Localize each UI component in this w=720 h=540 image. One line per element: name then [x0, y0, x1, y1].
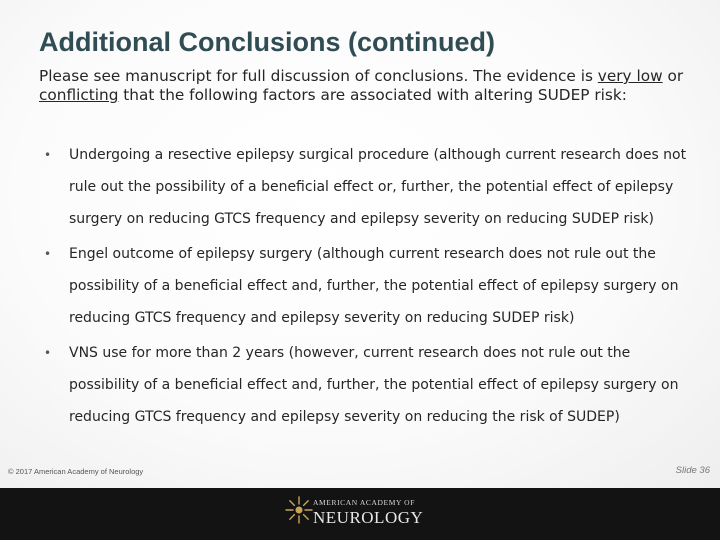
bullet-dot-icon: • [44, 346, 52, 360]
logo-line-1: AMERICAN ACADEMY OF [313, 498, 415, 507]
intro-underline-very-low: very low [597, 67, 663, 85]
intro-underline-conflicting: conflicting [39, 86, 119, 104]
aan-logo [282, 493, 452, 537]
bullet-item [39, 337, 689, 433]
slide-title: Additional Conclusions (continued) [39, 27, 495, 57]
intro-text-1: Please see manuscript for full discussion of conclusions. The evidence is [39, 67, 598, 85]
bullet-list [39, 139, 689, 436]
copyright-footer: © 2017 American Academy of Neurology [8, 467, 144, 476]
starburst-icon [284, 495, 314, 525]
bullet-item [39, 238, 689, 334]
bullet-dot-icon: • [44, 148, 52, 162]
logo-line-2: NEUROLOGY [313, 508, 424, 527]
bullet-item [39, 139, 689, 235]
slide-number: Slide 36 [675, 465, 710, 476]
intro-text-3: that the following factors are associated with altering SUDEP risk: [118, 86, 627, 104]
bullet-dot-icon: • [44, 247, 52, 261]
intro-text-2: or [662, 67, 684, 85]
bullet-text: VNS use for more than 2 years (however, current research does not rule out the possibility of a beneficial effect and, further, the potential effect of epilepsy surgery on reducing GTCS frequency and epilepsy severity on reducing the risk of SUDEP) [69, 345, 679, 425]
footer-bar [0, 488, 720, 540]
intro-paragraph [39, 67, 699, 105]
bullet-text: Undergoing a resective epilepsy surgical procedure (although current research does not rule out the possibility of a beneficial effect or, further, the potential effect of epilepsy surgery on reducing GTCS frequency and epilepsy severity on reducing SUDEP risk) [69, 147, 687, 227]
bullet-text: Engel outcome of epilepsy surgery (although current research does not rule out the possibility of a beneficial effect and, further, the potential effect of epilepsy surgery on reducing GTCS frequency and epilepsy severity on reducing SUDEP risk) [69, 246, 679, 326]
